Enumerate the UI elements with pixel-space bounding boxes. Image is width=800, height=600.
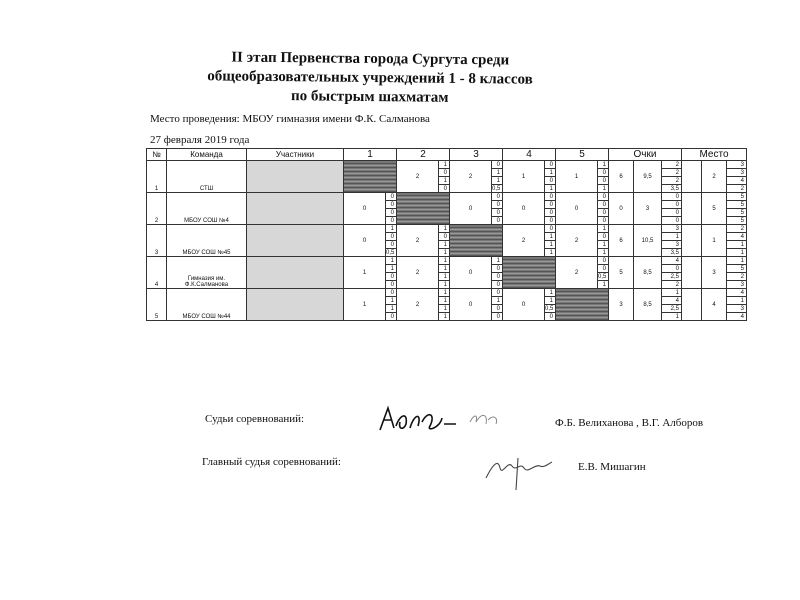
self-game-cell — [344, 161, 397, 193]
board-result: 1 — [598, 225, 609, 233]
team-points: 5 — [609, 257, 634, 289]
place-spacer — [682, 193, 702, 225]
board-total: 0 — [662, 201, 682, 209]
board-total: 2 — [662, 177, 682, 185]
team-tiebreak: 8,5 — [634, 257, 662, 289]
board-place: 5 — [727, 265, 747, 273]
board-result: 0 — [439, 169, 450, 177]
board-result: 1 — [386, 297, 397, 305]
chief-judge-signature — [478, 448, 568, 493]
participants-cell — [247, 193, 344, 225]
board-result: 0 — [598, 177, 609, 185]
board-result: 1 — [439, 161, 450, 169]
game-total: 0 — [503, 193, 545, 225]
team-name-line: СТШ — [199, 186, 214, 192]
team-place: 4 — [702, 289, 727, 321]
game-total: 2 — [397, 257, 439, 289]
judges-label: Судьи соревнований: — [205, 413, 305, 425]
header-game-1: 1 — [344, 149, 397, 161]
board-result: 0 — [386, 289, 397, 297]
board-place: 1 — [727, 241, 747, 249]
self-game-cell — [556, 289, 609, 321]
board-result: 1 — [439, 297, 450, 305]
board-place: 5 — [727, 193, 747, 201]
board-result: 0 — [386, 241, 397, 249]
board-result: 1 — [439, 305, 450, 313]
team-name — [167, 289, 247, 321]
header-team: Команда — [167, 149, 247, 161]
document-title — [140, 48, 601, 110]
table-row — [147, 289, 747, 297]
board-place: 2 — [727, 273, 747, 281]
board-result: 0 — [492, 217, 503, 225]
board-result: 1 — [492, 257, 503, 265]
board-result: 0,5 — [492, 185, 503, 193]
board-result: 0 — [492, 281, 503, 289]
team-name — [167, 225, 247, 257]
board-total: 2,5 — [662, 305, 682, 313]
board-place: 4 — [727, 177, 747, 185]
board-result: 0 — [492, 305, 503, 313]
self-game-cell — [397, 193, 450, 225]
team-place: 5 — [702, 193, 727, 225]
chief-judge-name: Е.В. Мишагин — [578, 461, 646, 473]
team-points: 6 — [609, 161, 634, 193]
board-result: 0 — [545, 313, 556, 321]
board-result: 0,5 — [545, 305, 556, 313]
board-result: 0 — [492, 313, 503, 321]
team-name — [167, 161, 247, 193]
board-total: 1 — [662, 313, 682, 321]
board-place: 5 — [727, 209, 747, 217]
team-number: 4 — [147, 257, 167, 289]
board-result: 0 — [545, 177, 556, 185]
board-result: 0 — [386, 209, 397, 217]
header-row — [147, 149, 747, 161]
game-total: 2 — [556, 225, 598, 257]
table-row — [147, 225, 747, 233]
venue-line: Место проведения: МБОУ гимназия имени Ф.К. Салманова — [150, 113, 430, 125]
board-result: 1 — [598, 281, 609, 289]
board-result: 0 — [492, 209, 503, 217]
board-result: 0,5 — [598, 273, 609, 281]
game-total: 1 — [556, 161, 598, 193]
board-place: 3 — [727, 161, 747, 169]
board-result: 0 — [598, 233, 609, 241]
board-total: 4 — [662, 257, 682, 265]
board-place: 5 — [727, 201, 747, 209]
board-result: 0 — [439, 185, 450, 193]
place-spacer — [682, 225, 702, 257]
board-total: 3,5 — [662, 249, 682, 257]
game-total: 1 — [344, 289, 386, 321]
date-line: 27 февраля 2019 года — [150, 134, 250, 146]
participants-cell — [247, 161, 344, 193]
board-total: 0 — [662, 209, 682, 217]
game-total: 0 — [450, 289, 492, 321]
game-total: 2 — [397, 225, 439, 257]
board-result: 0 — [545, 225, 556, 233]
board-place: 4 — [727, 289, 747, 297]
board-result: 1 — [439, 249, 450, 257]
board-result: 1 — [439, 265, 450, 273]
board-total: 4 — [662, 297, 682, 305]
board-total: 2 — [662, 169, 682, 177]
team-number: 2 — [147, 193, 167, 225]
header-game-4: 4 — [503, 149, 556, 161]
board-place: 1 — [727, 249, 747, 257]
header-points: Очки — [609, 149, 682, 161]
team-points: 3 — [609, 289, 634, 321]
board-result: 1 — [545, 241, 556, 249]
board-result: 1 — [439, 289, 450, 297]
place-spacer — [682, 161, 702, 193]
board-result: 0 — [545, 201, 556, 209]
board-result: 1 — [386, 225, 397, 233]
header-game-3: 3 — [450, 149, 503, 161]
board-result: 1 — [386, 305, 397, 313]
board-result: 1 — [439, 225, 450, 233]
board-total: 1 — [662, 233, 682, 241]
board-total: 1 — [662, 289, 682, 297]
board-result: 1 — [492, 297, 503, 305]
board-result: 0 — [386, 233, 397, 241]
board-total: 0 — [662, 193, 682, 201]
team-tiebreak: 10,5 — [634, 225, 662, 257]
title-line-1: II этап Первенства города Сургута среди — [231, 49, 510, 69]
team-number: 1 — [147, 161, 167, 193]
board-result: 1 — [598, 249, 609, 257]
game-total: 2 — [450, 161, 492, 193]
results-table — [146, 148, 747, 321]
board-result: 1 — [598, 241, 609, 249]
title-line-3: по быстрым шахматам — [290, 88, 449, 106]
self-game-cell — [450, 225, 503, 257]
board-place: 3 — [727, 281, 747, 289]
board-result: 1 — [386, 265, 397, 273]
board-result: 1 — [545, 185, 556, 193]
header-place: Место — [682, 149, 747, 161]
board-result: 1 — [439, 313, 450, 321]
board-result: 0,5 — [386, 249, 397, 257]
team-name-line: МБОУ СОШ №4 — [184, 218, 229, 224]
place-spacer — [682, 257, 702, 289]
board-total: 2 — [662, 161, 682, 169]
board-result: 0 — [598, 265, 609, 273]
board-result: 0 — [492, 193, 503, 201]
board-result: 0 — [545, 161, 556, 169]
team-tiebreak: 9,5 — [634, 161, 662, 193]
chief-judge-label: Главный судья соревнований: — [202, 456, 341, 468]
team-number: 3 — [147, 225, 167, 257]
judges-names: Ф.Б. Велиханова , В.Г. Алборов — [555, 417, 704, 429]
board-result: 0 — [598, 201, 609, 209]
board-result: 1 — [545, 297, 556, 305]
board-place: 2 — [727, 185, 747, 193]
self-game-cell — [503, 257, 556, 289]
team-place: 3 — [702, 257, 727, 289]
board-total: 3 — [662, 241, 682, 249]
board-result: 0 — [386, 217, 397, 225]
board-total: 3 — [662, 225, 682, 233]
game-total: 0 — [450, 193, 492, 225]
header-game-5: 5 — [556, 149, 609, 161]
board-result: 0 — [386, 201, 397, 209]
table-row — [147, 257, 747, 265]
board-place: 5 — [727, 217, 747, 225]
place-spacer — [682, 289, 702, 321]
board-result: 1 — [545, 233, 556, 241]
board-result: 1 — [598, 185, 609, 193]
board-place: 1 — [727, 297, 747, 305]
game-total: 0 — [503, 289, 545, 321]
board-total: 2 — [662, 281, 682, 289]
judges-signature — [370, 400, 530, 440]
board-result: 0 — [545, 193, 556, 201]
board-result: 1 — [386, 257, 397, 265]
team-number: 5 — [147, 289, 167, 321]
board-result: 1 — [492, 169, 503, 177]
board-result: 1 — [439, 177, 450, 185]
board-place: 4 — [727, 233, 747, 241]
board-total: 0 — [662, 265, 682, 273]
team-tiebreak: 3 — [634, 193, 662, 225]
team-place: 1 — [702, 225, 727, 257]
board-total: 0 — [662, 217, 682, 225]
participants-cell — [247, 289, 344, 321]
board-result: 0 — [386, 313, 397, 321]
board-place: 2 — [727, 225, 747, 233]
header-game-2: 2 — [397, 149, 450, 161]
team-tiebreak: 8,5 — [634, 289, 662, 321]
game-total: 1 — [503, 161, 545, 193]
header-participants: Участники — [247, 149, 344, 161]
board-place: 3 — [727, 169, 747, 177]
board-place: 4 — [727, 313, 747, 321]
board-result: 1 — [545, 169, 556, 177]
board-result: 0 — [598, 169, 609, 177]
board-result: 0 — [598, 193, 609, 201]
board-result: 0 — [598, 257, 609, 265]
game-total: 0 — [556, 193, 598, 225]
table-row — [147, 161, 747, 169]
board-result: 0 — [545, 217, 556, 225]
board-result: 1 — [439, 241, 450, 249]
board-result: 0 — [492, 273, 503, 281]
board-result: 0 — [386, 281, 397, 289]
board-result: 0 — [439, 233, 450, 241]
header-num: № — [147, 149, 167, 161]
game-total: 2 — [397, 289, 439, 321]
participants-cell — [247, 257, 344, 289]
team-name-line: МБОУ СОШ №44 — [182, 314, 231, 320]
board-result: 1 — [598, 161, 609, 169]
game-total: 1 — [344, 257, 386, 289]
game-total: 0 — [344, 225, 386, 257]
board-total: 3,5 — [662, 185, 682, 193]
board-result: 0 — [386, 273, 397, 281]
team-name — [167, 257, 247, 289]
board-result: 0 — [386, 193, 397, 201]
game-total: 2 — [556, 257, 598, 289]
game-total: 2 — [397, 161, 439, 193]
board-result: 0 — [492, 201, 503, 209]
board-result: 0 — [492, 265, 503, 273]
board-result: 0 — [598, 209, 609, 217]
team-points: 0 — [609, 193, 634, 225]
board-result: 0 — [492, 289, 503, 297]
game-total: 0 — [450, 257, 492, 289]
board-result: 0 — [492, 161, 503, 169]
board-place: 1 — [727, 257, 747, 265]
board-result: 1 — [545, 289, 556, 297]
board-result: 0 — [545, 209, 556, 217]
team-name — [167, 193, 247, 225]
game-total: 2 — [503, 225, 545, 257]
team-name-line: МБОУ СОШ №45 — [182, 250, 231, 256]
board-place: 3 — [727, 305, 747, 313]
board-total: 2,5 — [662, 273, 682, 281]
game-total: 0 — [344, 193, 386, 225]
participants-cell — [247, 225, 344, 257]
title-line-2: общеобразовательных учреждений 1 - 8 классов — [207, 68, 533, 88]
board-result: 0 — [598, 217, 609, 225]
team-name-line: Ф.К.Салманова — [184, 282, 229, 288]
board-result: 1 — [492, 177, 503, 185]
team-points: 6 — [609, 225, 634, 257]
board-result: 1 — [439, 281, 450, 289]
board-result: 1 — [439, 273, 450, 281]
board-result: 1 — [439, 257, 450, 265]
table-row — [147, 193, 747, 201]
team-place: 2 — [702, 161, 727, 193]
team-name-line: Гимназия им. — [187, 276, 226, 282]
board-result: 1 — [545, 249, 556, 257]
